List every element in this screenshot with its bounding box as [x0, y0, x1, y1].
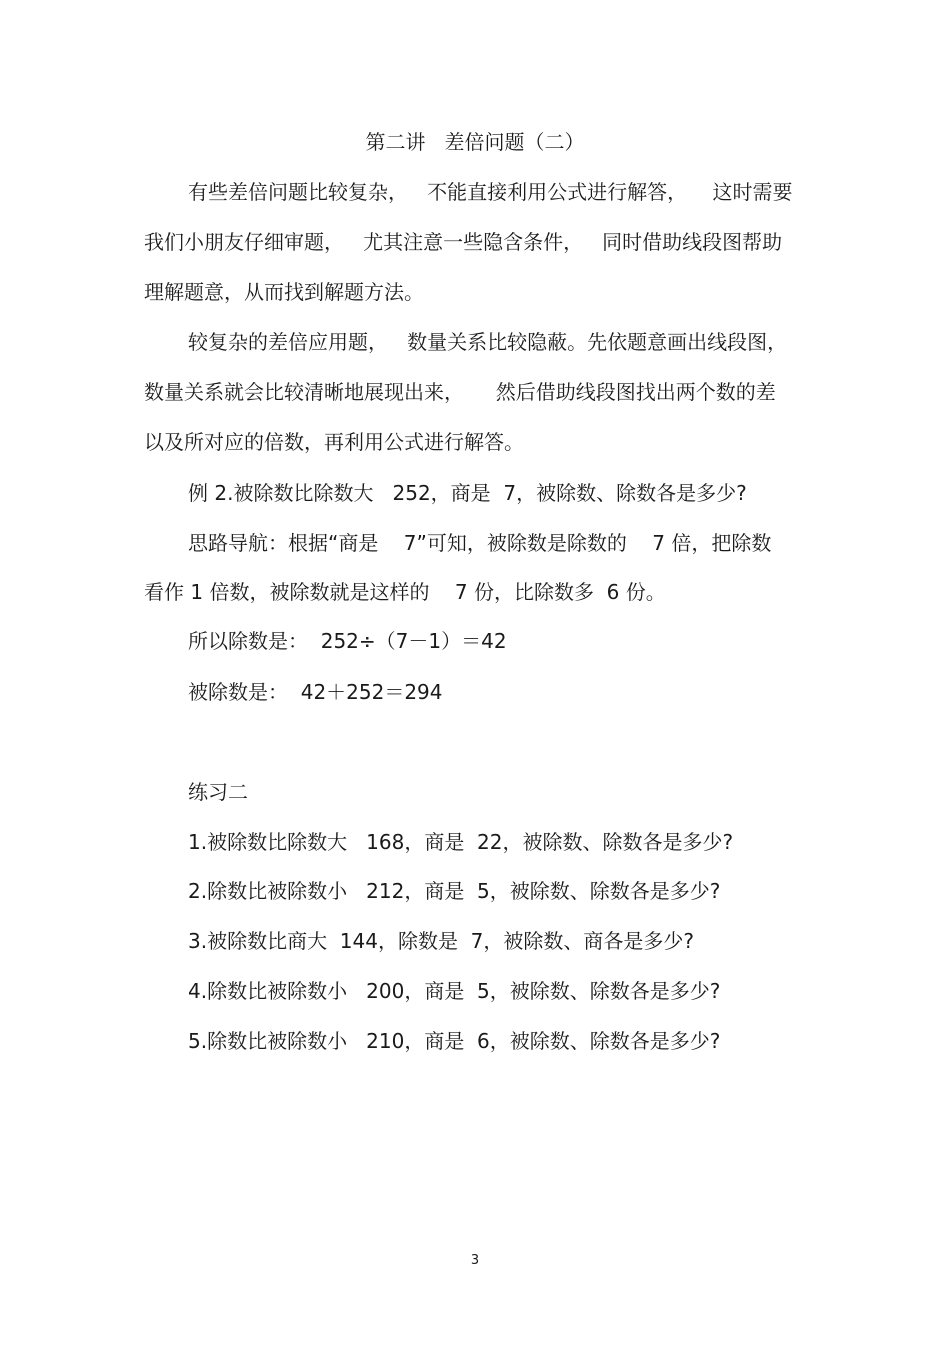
exercise-item: 5.除数比被除数小 210，商是 6，被除数、除数各是多少?: [188, 1029, 721, 1053]
exercise-heading: 练习二: [188, 780, 248, 804]
intro-paragraph-2-line-2: 数量关系就会比较清晰地展现出来， 然后借助线段图找出两个数的差: [144, 380, 776, 404]
page-number: 3: [470, 1253, 480, 1268]
example-question: 例 2.被除数比除数大 252，商是 7，被除数、除数各是多少?: [188, 481, 747, 505]
thinking-guide-line-1: 思路导航：根据“商是 7”可知，被除数是除数的 7 倍，把除数: [188, 531, 772, 555]
exercise-item: 3.被除数比商大 144，除数是 7，被除数、商各是多少?: [188, 929, 695, 953]
exercise-item: 4.除数比被除数小 200，商是 5，被除数、除数各是多少?: [188, 979, 721, 1003]
exercise-item: 1.被除数比除数大 168，商是 22，被除数、除数各是多少?: [188, 830, 734, 854]
solution-step-divisor: 所以除数是： 252÷（7－1）＝42: [188, 629, 507, 653]
intro-paragraph-1-line-3: 理解题意，从而找到解题方法。: [144, 280, 424, 304]
intro-paragraph-1-line-2: 我们小朋友仔细审题， 尤其注意一些隐含条件， 同时借助线段图帮助: [144, 230, 783, 254]
solution-step-dividend: 被除数是： 42＋252＝294: [188, 680, 443, 704]
intro-paragraph-1-line-1: 有些差倍问题比较复杂， 不能直接利用公式进行解答， 这时需要: [188, 180, 793, 204]
thinking-guide-line-2: 看作 1 倍数，被除数就是这样的 7 份，比除数多 6 份。: [144, 580, 666, 604]
intro-paragraph-2-line-1: 较复杂的差倍应用题， 数量关系比较隐蔽。先依题意画出线段图，: [188, 330, 788, 354]
lecture-title: 第二讲 差倍问题（二）: [365, 130, 585, 154]
exercise-item: 2.除数比被除数小 212，商是 5，被除数、除数各是多少?: [188, 879, 721, 903]
intro-paragraph-2-line-3: 以及所对应的倍数，再利用公式进行解答。: [144, 430, 524, 454]
